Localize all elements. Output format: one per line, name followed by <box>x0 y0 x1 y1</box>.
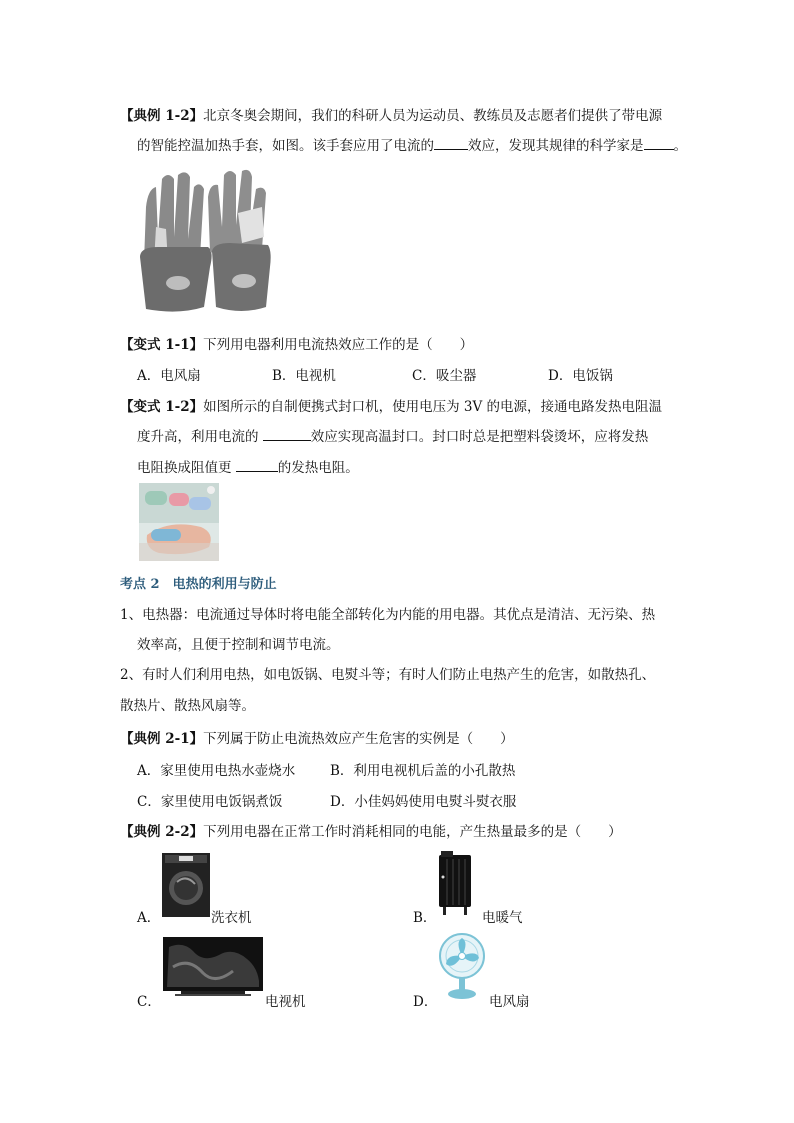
option-a-letter: A． <box>137 910 161 926</box>
option-c-letter: C． <box>137 994 161 1010</box>
option-d: D．电饭锅 <box>548 368 613 384</box>
option-a: A．电风扇 <box>137 368 201 384</box>
example-2-1-question: 【典例 2-1】下列属于防止电流热效应产生危害的实例是（ ） <box>120 731 514 747</box>
option-a-label: 洗衣机 <box>211 910 252 926</box>
answer-blank <box>434 137 468 150</box>
example-1-2-line2: 的智能控温加热手套，如图。该手套应用了电流的 效应，发现其规律的科学家是 。 <box>137 138 687 154</box>
example-2-2-question: 【典例 2-2】下列用电器在正常工作时消耗相同的电能，产生热量最多的是（ ） <box>120 824 622 840</box>
washing-machine-image <box>161 852 211 918</box>
option-b-label: 电暖气 <box>482 910 523 926</box>
heated-gloves-image <box>138 167 273 317</box>
answer-blank <box>236 459 278 472</box>
example-2-1-option-d: D．小佳妈妈使用电熨斗熨衣服 <box>330 794 517 810</box>
point-1-line2: 效率高，且便于控制和调节电流。 <box>137 637 340 653</box>
example-2-1-option-a: A．家里使用电热水壶烧水 <box>137 763 296 779</box>
point-2-line1: 2、有时人们利用电热，如电饭锅、电熨斗等；有时人们防止电热产生的危害，如散热孔、 <box>120 667 656 683</box>
point-1-line1: 1、电热器：电流通过导体时将电能全部转化为内能的用电器。其优点是清洁、无污染、热 <box>120 607 656 623</box>
option-b-letter: B． <box>413 910 437 926</box>
variant-1-2-line2: 度升高，利用电流的 效应实现高温封口。封口时总是把塑料袋烫坏，应将发热 <box>137 429 649 445</box>
variant-1-1-question: 【变式 1-1】下列用电器利用电流热效应工作的是（ ） <box>120 337 474 353</box>
option-c: C．吸尘器 <box>412 368 477 384</box>
sealer-machine-image <box>139 483 219 561</box>
option-d-letter: D． <box>413 994 438 1010</box>
option-b: B．电视机 <box>272 368 336 384</box>
answer-blank <box>263 428 311 441</box>
example-2-1-option-b: B．利用电视机后盖的小孔散热 <box>330 763 516 779</box>
example-2-1-option-c: C．家里使用电饭锅煮饭 <box>137 794 283 810</box>
television-image <box>163 937 263 997</box>
option-c-label: 电视机 <box>265 994 306 1010</box>
desk-fan-image <box>437 932 487 1002</box>
example-tag: 【典例 1-2】 <box>120 108 204 124</box>
example-1-2-line1: 【典例 1-2】北京冬奥会期间，我们的科研人员为运动员、教练员及志愿者们提供了带电源 <box>120 108 663 124</box>
point-2-line2: 散热片、散热风扇等。 <box>120 698 255 714</box>
variant-1-2-line3: 电阻换成阻值更 的发热电阻。 <box>137 460 359 476</box>
option-d-label: 电风扇 <box>489 994 530 1010</box>
topic-2-heading: 考点 2 电热的利用与防止 <box>120 577 277 592</box>
oil-heater-image <box>437 851 473 917</box>
answer-blank <box>644 137 674 150</box>
variant-1-2-line1: 【变式 1-2】如图所示的自制便携式封口机，使用电压为 3V 的电源，接通电路发热电阻温 <box>120 399 663 415</box>
